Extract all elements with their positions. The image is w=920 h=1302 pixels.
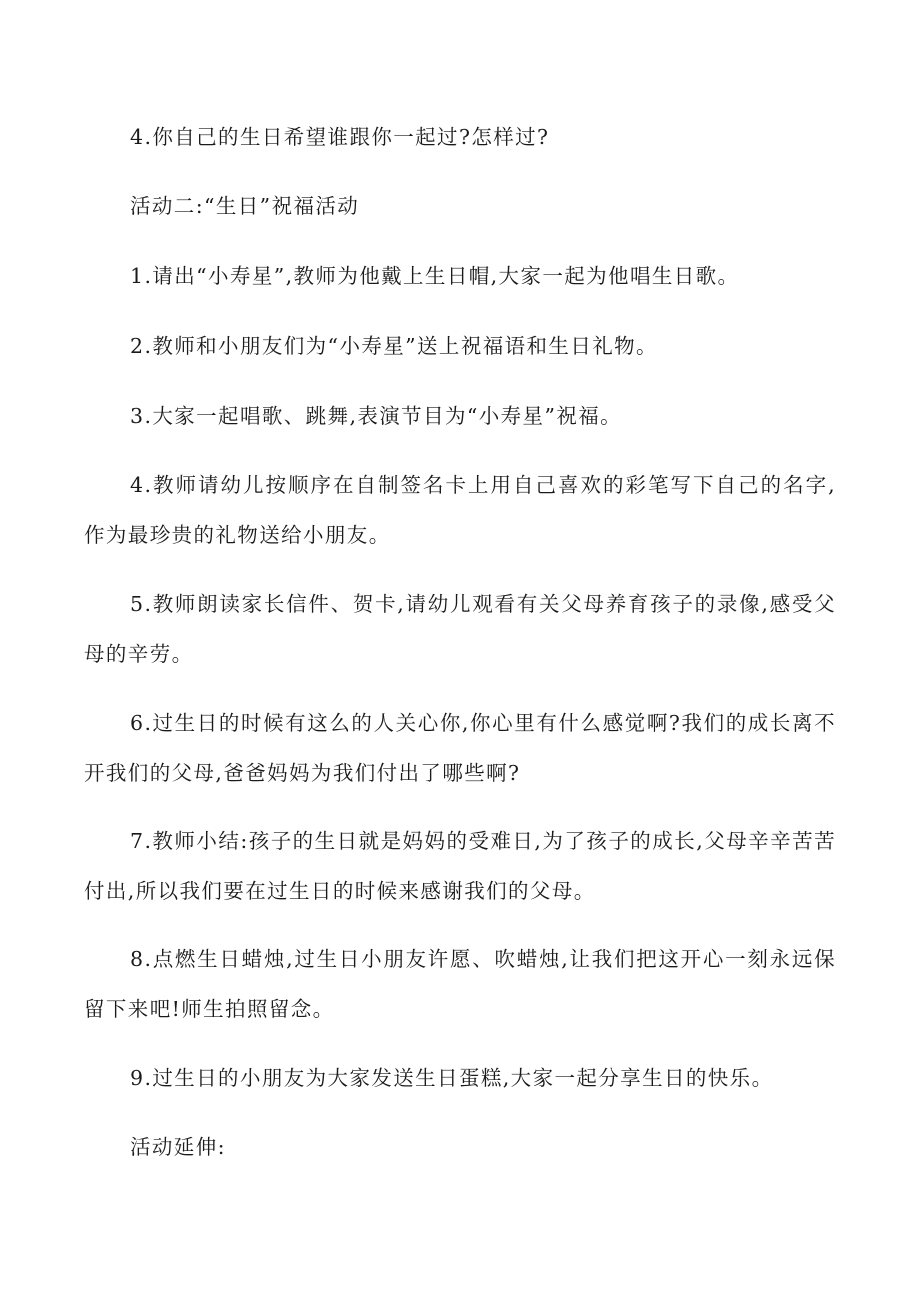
heading-activity-two: 活动二:“生日”祝福活动 [130, 194, 360, 218]
paragraph-step-6: 6.过生日的时候有这么的人关心你,你心里有什么感觉啊?我们的成长离不开我们的父母,爸爸妈妈为我们付出了哪些啊? [84, 711, 836, 785]
paragraph-step-2: 2.教师和小朋友们为“小寿星”送上祝福语和生日礼物。 [130, 334, 658, 358]
paragraph-question-4: 4.你自己的生日希望谁跟你一起过?怎样过? [130, 125, 550, 149]
heading-activity-extension: 活动延伸: [130, 1135, 226, 1159]
paragraph-step-8: 8.点燃生日蜡烛,过生日小朋友许愿、吹蜡烛,让我们把这开心一刻永远保留下来吧!师生拍照留念。 [84, 947, 836, 1021]
paragraph-step-3: 3.大家一起唱歌、跳舞,表演节目为“小寿星”祝福。 [130, 404, 623, 428]
paragraph-step-7: 7.教师小结:孩子的生日就是妈妈的受难日,为了孩子的成长,父母辛辛苦苦付出,所以我们要在过生日的时候来感谢我们的父母。 [84, 829, 836, 903]
paragraph-step-1: 1.请出“小寿星”,教师为他戴上生日帽,大家一起为他唱生日歌。 [130, 264, 740, 288]
paragraph-step-5: 5.教师朗读家长信件、贺卡,请幼儿观看有关父母养育孩子的录像,感受父母的辛劳。 [84, 592, 836, 666]
paragraph-step-9: 9.过生日的小朋友为大家发送生日蛋糕,大家一起分享生日的快乐。 [130, 1066, 774, 1090]
paragraph-step-4: 4.教师请幼儿按顺序在自制签名卡上用自己喜欢的彩笔写下自己的名字,作为最珍贵的礼物送给小朋友。 [84, 473, 836, 547]
